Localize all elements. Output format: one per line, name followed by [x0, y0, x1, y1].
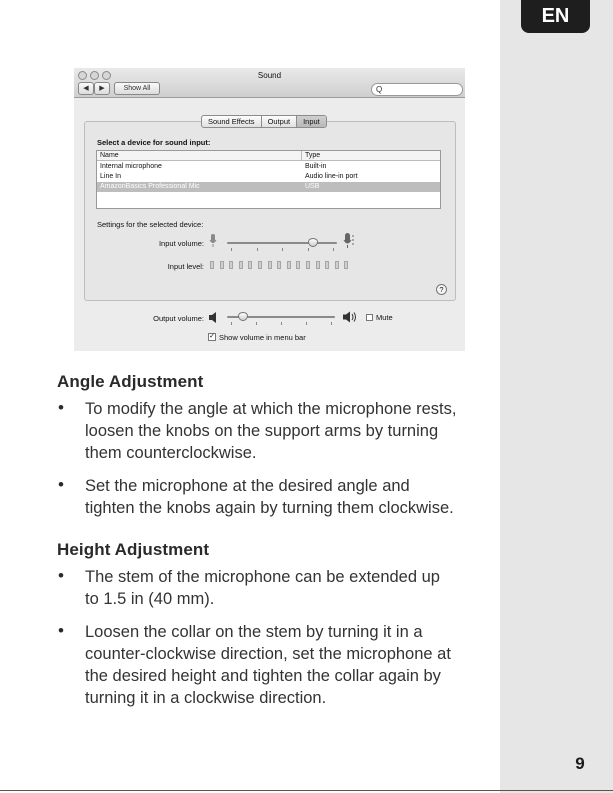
slider-tick	[333, 248, 334, 251]
speaker-high-icon	[342, 311, 360, 323]
text-line: counter-clockwise direction, set the microphone at	[85, 645, 451, 663]
text-line: the desired height and tighten the collar again by	[85, 667, 441, 685]
text-line: tighten the knobs again by turning them clockwise.	[85, 499, 454, 517]
input-level-segment	[335, 261, 339, 269]
text-line: The stem of the microphone can be extended up	[85, 568, 440, 586]
input-level-segment	[296, 261, 300, 269]
input-level-segment	[325, 261, 329, 269]
slider-tick	[231, 248, 232, 251]
device-type: USB	[305, 183, 320, 190]
input-volume-knob[interactable]	[308, 238, 318, 247]
bullet-text	[85, 475, 495, 519]
slider-tick	[231, 322, 232, 325]
section-heading: Angle Adjustment	[57, 372, 204, 391]
device-type: Built-in	[305, 163, 327, 170]
column-header-name[interactable]: Name	[100, 152, 119, 159]
section-heading: Height Adjustment	[57, 540, 210, 559]
bullet-text	[85, 398, 495, 464]
slider-tick	[257, 248, 258, 251]
tab-input[interactable]: Input	[297, 116, 326, 127]
window-titlebar	[74, 68, 465, 98]
text-line: them counterclockwise.	[85, 444, 257, 462]
slider-tick	[281, 322, 282, 325]
show-all-button[interactable]: Show All	[114, 82, 160, 95]
sound-tabs	[201, 115, 327, 128]
device-name: AmazonBasics Professional Mic	[100, 183, 200, 190]
input-volume-track[interactable]	[227, 242, 337, 244]
input-level-segment	[344, 261, 348, 269]
mute-checkbox[interactable]	[366, 314, 373, 321]
device-table	[96, 150, 441, 209]
device-name: Internal microphone	[100, 163, 162, 170]
language-tab: EN	[521, 0, 590, 33]
output-volume-label: Output volume:	[153, 314, 204, 323]
forward-button[interactable]: ▶	[94, 82, 110, 95]
slider-tick	[306, 322, 307, 325]
table-header	[97, 151, 440, 161]
bullet-text	[85, 621, 495, 709]
input-level-segment	[306, 261, 310, 269]
microphone-high-icon	[342, 232, 356, 250]
input-level-segment	[316, 261, 320, 269]
settings-label: Settings for the selected device:	[97, 220, 204, 229]
side-strip	[500, 0, 613, 793]
tab-output[interactable]: Output	[262, 116, 298, 127]
slider-tick	[308, 248, 309, 251]
text-line: turning it in a clockwise direction.	[85, 689, 327, 707]
bottom-rule	[0, 790, 613, 791]
page-number: 9	[575, 754, 585, 773]
bullet-glyph: •	[58, 398, 64, 417]
bullet-glyph: •	[58, 475, 64, 494]
speaker-low-icon	[208, 312, 218, 323]
device-type: Audio line-in port	[305, 173, 358, 180]
table-row-selected[interactable]	[97, 182, 440, 192]
text-line: Loosen the collar on the stem by turning it in a	[85, 623, 423, 641]
search-input[interactable]	[371, 83, 463, 96]
text-line: Set the microphone at the desired angle and	[85, 477, 410, 495]
input-level-label: Input level:	[167, 262, 204, 271]
magnifier-icon: Q	[376, 85, 383, 94]
input-level-segment	[287, 261, 291, 269]
text-line: loosen the knobs on the support arms by turning	[85, 422, 439, 440]
table-row[interactable]	[97, 162, 440, 172]
bullet-glyph: •	[58, 566, 64, 585]
window-title: Sound	[257, 71, 282, 80]
tab-sound-effects[interactable]: Sound Effects	[202, 116, 262, 127]
input-volume-label: Input volume:	[158, 239, 204, 248]
input-level-segment	[229, 261, 233, 269]
mute-label: Mute	[376, 313, 393, 322]
input-level-segment	[277, 261, 281, 269]
input-level-segment	[220, 261, 224, 269]
input-level-segment	[239, 261, 243, 269]
output-volume-knob[interactable]	[238, 312, 248, 321]
input-level-segment	[268, 261, 272, 269]
back-button[interactable]: ◀	[78, 82, 94, 95]
text-line: to 1.5 in (40 mm).	[85, 590, 215, 608]
input-level-segment	[258, 261, 262, 269]
slider-tick	[282, 248, 283, 251]
slider-tick	[256, 322, 257, 325]
bullet-text	[85, 566, 495, 610]
bullet-glyph: •	[58, 621, 64, 640]
show-volume-label: Show volume in menu bar	[219, 333, 306, 342]
help-button[interactable]: ?	[436, 284, 447, 295]
input-panel	[84, 121, 456, 301]
input-level-segment	[210, 261, 214, 269]
sound-preferences-screenshot	[74, 68, 465, 351]
table-row[interactable]	[97, 172, 440, 182]
column-header-type[interactable]: Type	[305, 152, 321, 159]
input-level-segment	[248, 261, 252, 269]
select-device-label: Select a device for sound input:	[97, 138, 211, 147]
text-line: To modify the angle at which the microphone rests,	[85, 400, 457, 418]
microphone-low-icon	[208, 233, 218, 249]
show-volume-checkbox[interactable]: ✓	[209, 333, 215, 340]
slider-tick	[331, 322, 332, 325]
device-name: Line In	[100, 173, 122, 180]
